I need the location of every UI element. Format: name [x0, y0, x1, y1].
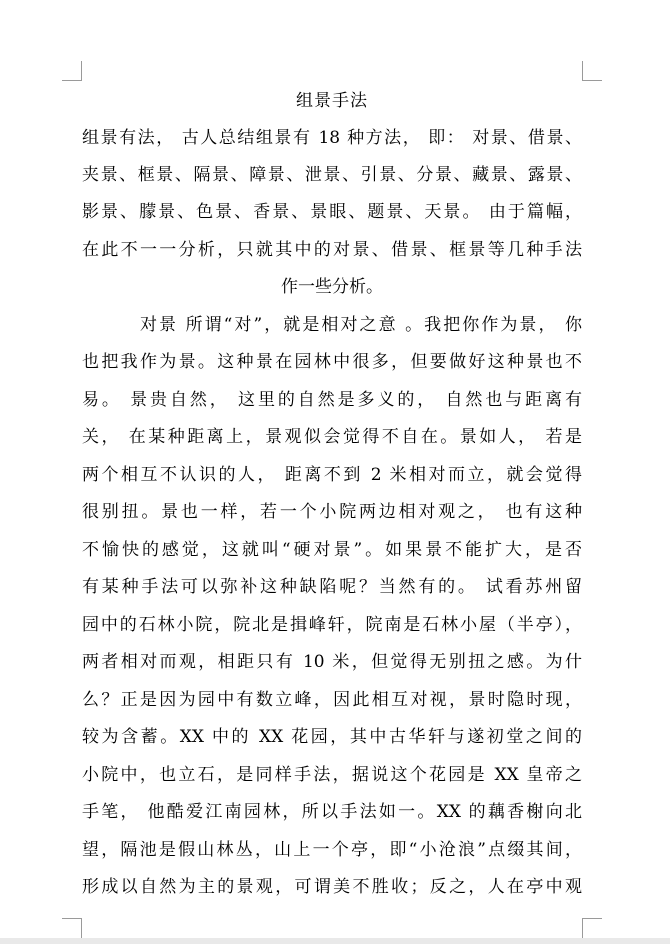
text-line: 夹景、框景、隔景、障景、泄景、引景、分景、藏景、露景、	[82, 165, 582, 185]
text-line: 小院中，也立石，是同样手法，据说这个花园是 XX 皇帝之	[82, 765, 582, 785]
text-line: 组景有法， 古人总结组景有 18 种方法， 即： 对景、借景、	[82, 128, 582, 148]
text-line: 也把我作为景。这种景在园林中很多，但要做好这种景也不	[82, 352, 582, 372]
text-line: 很别扭。景也一样，若一个小院两边相对观之， 也有这种	[82, 502, 582, 522]
page-bottom-edge	[0, 938, 670, 944]
text-line: 园中的石林小院，院北是揖峰轩，院南是石林小屋（半亭），	[82, 615, 582, 635]
text-line: 手笔， 他酷爱江南园林，所以手法如一。XX 的藕香榭向北	[82, 802, 582, 822]
text-line: 影景、朦景、色景、香景、景眼、题景、天景。 由于篇幅，	[82, 202, 582, 222]
paragraph-first-line: 对景 所谓“对”，就是相对之意 。我把你作为景， 你	[140, 315, 582, 335]
text-line: 较为含蓄。XX 中的 XX 花园，其中古华轩与遂初堂之间的	[82, 727, 582, 747]
document-title: 组景手法	[296, 91, 368, 111]
text-line: 作一些分析。	[281, 277, 383, 297]
text-line: 形成以自然为主的景观，可谓美不胜收；反之，人在亭中观	[82, 877, 582, 897]
text-line: 望，隔池是假山林丛，山上一个亭，即“小沧浪”点缀其间，	[82, 840, 582, 860]
text-line: 易。 景贵自然， 这里的自然是多义的， 自然也与距离有	[82, 390, 582, 410]
text-line: 两个相互不认识的人， 距离不到 2 米相对而立，就会觉得	[82, 465, 582, 485]
text-line: 两者相对而观，相距只有 10 米，但觉得无别扭之感。为什	[82, 652, 582, 672]
text-line: 关， 在某种距离上，景观似会觉得不自在。景如人， 若是	[82, 427, 582, 447]
text-line: 有某种手法可以弥补这种缺陷呢？当然有的。 试看苏州留	[82, 577, 582, 597]
text-line: 么？正是因为园中有数立峰，因此相互对视，景时隐时现，	[82, 690, 582, 710]
text-line: 不愉快的感觉，这就叫“硬对景”。如果景不能扩大，是否	[82, 540, 582, 560]
text-line: 在此不一一分析，只就其中的对景、借景、框景等几种手法	[82, 240, 582, 260]
